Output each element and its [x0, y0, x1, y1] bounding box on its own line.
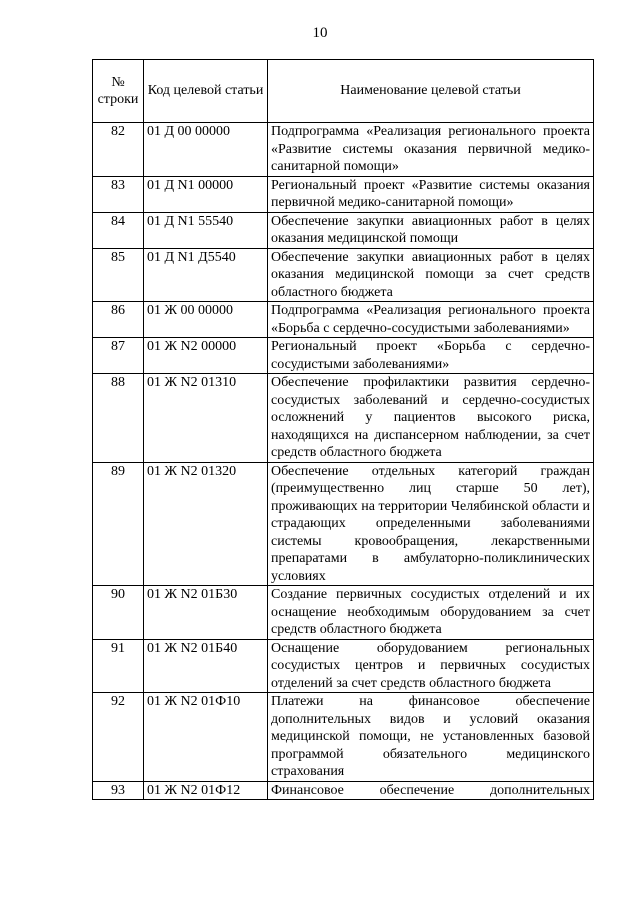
table-row — [93, 374, 594, 463]
row-name: Создание первичных сосудистых отделений и их оснащение необходимым оборудованием за счет средств областного бюджета — [268, 586, 594, 640]
table-row — [93, 781, 594, 799]
header-row-number: № строки — [93, 60, 144, 123]
row-number: 87 — [93, 338, 144, 374]
row-code: 01 Ж N2 01Ф10 — [144, 693, 268, 782]
table-header-row — [93, 60, 594, 123]
table-row — [93, 462, 594, 586]
row-name: Подпрограмма «Реализация регионального проекта «Борьба с сердечно-сосудистыми заболеваниями» — [268, 302, 594, 338]
table-row — [93, 586, 594, 640]
row-name: Оснащение оборудованием региональных сосудистых центров и первичных сосудистых отделений за счет средств областного бюджета — [268, 639, 594, 693]
row-number: 83 — [93, 176, 144, 212]
row-number: 92 — [93, 693, 144, 782]
row-name: Обеспечение закупки авиационных работ в целях оказания медицинской помощи за счет средств областного бюджета — [268, 248, 594, 302]
row-code: 01 Ж N2 01320 — [144, 462, 268, 586]
table-row — [93, 338, 594, 374]
row-code-text: 01 Ж N2 01Ф12 — [147, 782, 241, 798]
row-code: 01 Д N1 Д5540 — [144, 248, 268, 302]
row-code: 01 Ж N2 01Б40 — [144, 639, 268, 693]
row-code: 01 Д N1 00000 — [144, 176, 268, 212]
row-number-text: 93 — [111, 782, 125, 798]
row-code: 01 Ж N2 00000 — [144, 338, 268, 374]
row-name — [268, 781, 594, 799]
row-number — [93, 781, 144, 799]
row-number: 91 — [93, 639, 144, 693]
row-name: Региональный проект «Борьба с сердечно-сосудистыми заболеваниями» — [268, 338, 594, 374]
row-name: Обеспечение отдельных категорий граждан (преимущественно лиц старше 50 лет), проживающих на территории Челябинской области и страдающих определенными заболеваниями системы кровообращения, лекарственными препаратами в амбулаторно-поликлинических условиях — [268, 462, 594, 586]
row-number: 82 — [93, 123, 144, 177]
row-name: Платежи на финансовое обеспечение дополнительных видов и условий оказания медицинской помощи, не установленных базовой программой обязательного медицинского страхования — [268, 693, 594, 782]
row-number: 90 — [93, 586, 144, 640]
row-name-text: Финансовое обеспечение дополнительных — [271, 782, 590, 798]
row-number: 84 — [93, 212, 144, 248]
row-code: 01 Ж N2 01310 — [144, 374, 268, 463]
row-code: 01 Д 00 00000 — [144, 123, 268, 177]
row-number: 89 — [93, 462, 144, 586]
row-number: 85 — [93, 248, 144, 302]
table-row — [93, 639, 594, 693]
table-row — [93, 123, 594, 177]
row-code: 01 Ж N2 01Б30 — [144, 586, 268, 640]
target-articles-table — [92, 59, 594, 800]
header-code: Код целевой статьи — [144, 60, 268, 123]
table-row — [93, 176, 594, 212]
row-code — [144, 781, 268, 799]
row-name: Обеспечение профилактики развития сердечно-сосудистых заболеваний и сердечно-сосудистых осложнений у пациентов высокого риска, находящихся на диспансерном наблюдении, за счет средств областного бюджета — [268, 374, 594, 463]
row-number: 86 — [93, 302, 144, 338]
row-code: 01 Д N1 55540 — [144, 212, 268, 248]
table-row — [93, 693, 594, 782]
table-row — [93, 248, 594, 302]
table-row — [93, 212, 594, 248]
row-name: Обеспечение закупки авиационных работ в целях оказания медицинской помощи — [268, 212, 594, 248]
row-number: 88 — [93, 374, 144, 463]
row-code: 01 Ж 00 00000 — [144, 302, 268, 338]
row-name: Подпрограмма «Реализация регионального проекта «Развитие системы оказания первичной медико-санитарной помощи» — [268, 123, 594, 177]
header-name: Наименование целевой статьи — [268, 60, 594, 123]
page-number: 10 — [312, 25, 328, 41]
row-name: Региональный проект «Развитие системы оказания первичной медико-санитарной помощи» — [268, 176, 594, 212]
table-row — [93, 302, 594, 338]
